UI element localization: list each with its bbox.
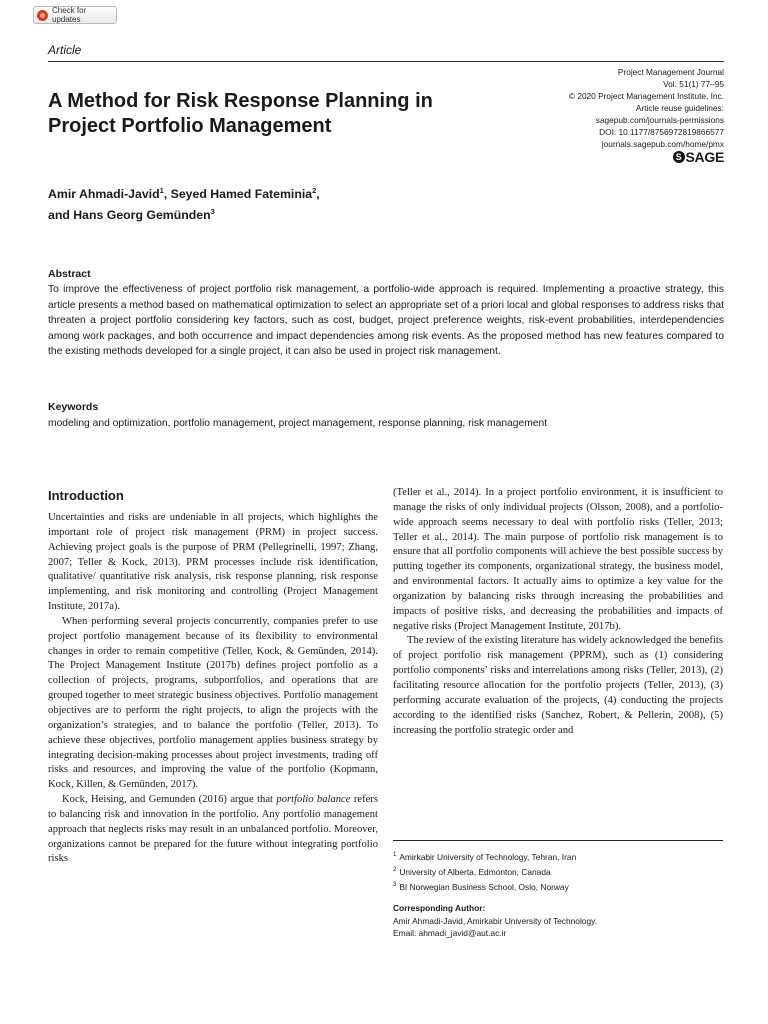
abstract-heading: Abstract bbox=[48, 268, 91, 280]
abstract-text: To improve the effectiveness of project portfolio risk management, a portfolio-wide approach is required. Implementing a proactive strategy, this article presents a method based on mathematical optimization to select an appropriate set of a priori local and global responses to address risks that threaten a project portfolio considering key factors, such as cost, budget, project preference weights, risk-event probabilities, interdependencies among work packages, and both occurrence and impact dependencies among risk events. As the proposed method has new features compared to the existing methods developed for a single project, it can also be used in project risk management. bbox=[48, 284, 724, 358]
body-text: refers to balancing risk and innovation in the portfolio. Any portfolio management approach that neglects risks may result in an unbalanced portfolio. Moreover, organizations cannot be prepared for the future without integrating portfolio risks bbox=[48, 794, 378, 865]
footnote-item bbox=[393, 864, 723, 879]
footnote-number: 2 bbox=[393, 866, 397, 873]
body-text: Kock, Heising, and Gemunden (2016) argue that bbox=[62, 794, 277, 806]
check-for-updates-badge[interactable] bbox=[33, 6, 117, 24]
author-name: and Hans Georg Gemünden bbox=[48, 208, 211, 223]
crossmark-icon bbox=[37, 10, 48, 21]
check-for-updates-label: Check for updates bbox=[52, 6, 87, 24]
footnote-number: 3 bbox=[393, 881, 397, 888]
emphasis-term: portfolio balance bbox=[276, 794, 351, 806]
body-paragraph: Uncertainties and risks are undeniable in all projects, which highlights the important role of project risk management (PRM) in project success. Achieving project goals is the purpose of PRM (Pellegrinelli, 1997; Zhang, 2007; Teller & Kock, 2013). PRM processes include risk identification, qualitative/ quantitative risk analysis, risk response planning, risk response implementing, and risk monitoring and controlling (Project Management Institute, 2017a). bbox=[48, 512, 378, 613]
journal-copyright: © 2020 Project Management Institute, Inc. bbox=[568, 91, 724, 101]
sage-icon: S bbox=[673, 151, 685, 163]
sage-logo bbox=[673, 149, 724, 165]
footnote-item bbox=[393, 849, 723, 864]
footnote-number: 1 bbox=[393, 852, 397, 858]
journal-volume: Vol. 51(1) 77–95 bbox=[663, 79, 724, 89]
body-paragraph: (Teller et al., 2014). In a project portfolio environment, it is insufficient to manage the risks of only individual projects (Olsson, 2008), and a portfolio-wide approach seems necessary to deal with portfolio risks (Teller, 2013; Teller et al., 2014). The main purpose of portfolio risk management is to ensure that all portfolio components will achieve the best possible success by putting together its components, organizational strategy, the business model, and environmental factors. It actually aims to optimize a key value for the organization by balancing risks through increasing the probabilities and impacts of positive risks, and decreasing the probabilities and impacts of negative risks (Project Management Institute, 2017b). bbox=[393, 487, 723, 632]
doi-link[interactable]: DOI: 10.1177/8756972819866577 bbox=[599, 127, 724, 137]
journal-meta bbox=[484, 66, 724, 150]
header-rule bbox=[48, 61, 724, 62]
author-list bbox=[48, 182, 468, 224]
permissions-link[interactable]: sagepub.com/journals-permissions bbox=[595, 115, 724, 125]
footnote-text: University of Alberta, Edmonton, Canada bbox=[399, 866, 551, 877]
introduction-heading: Introduction bbox=[48, 488, 124, 503]
article-type-label: Article bbox=[48, 43, 82, 57]
corresponding-author bbox=[393, 902, 723, 940]
keywords-text: modeling and optimization, portfolio management, project management, response planning, risk management bbox=[48, 418, 548, 429]
right-column bbox=[393, 486, 723, 738]
paper-title: A Method for Risk Response Planning in Project Portfolio Management bbox=[48, 90, 433, 137]
corresponding-author-email[interactable]: Email: ahmadi_javid@aut.ac.ir bbox=[393, 928, 507, 938]
author-affiliation-mark: 3 bbox=[210, 207, 215, 217]
keywords-heading: Keywords bbox=[48, 401, 99, 413]
author-affiliation-mark: 1 bbox=[159, 186, 164, 195]
footnote-rule bbox=[393, 840, 723, 841]
body-paragraph: When performing several projects concurrently, companies prefer to use project portfolio management because of its flexibility to environmental changes in order to remain competitive (Teller, Kock, & Gemünden, 2014). The Project Management Institute (2017b) defines project portfolio as a collection of projects, programs, subportfolios, and operations that are grouped together to meet strategic business objectives. Portfolio management objectives are to perform the right projects, to align the projects with the organization’s strategies, and to balance the portfolio (Teller, 2013). To achieve these objectives, portfolio management applies business strategy by integrating decision-making processes about project investments, trading off risks and resources, and improving the value of the portfolio (Kopmann, Kock, Killen, & Gemünden, 2017). bbox=[48, 615, 378, 791]
author-name: Amir Ahmadi-Javid bbox=[48, 187, 160, 202]
footnote-text: Amirkabir University of Technology, Tehran, Iran bbox=[399, 851, 577, 862]
body-paragraph bbox=[48, 793, 378, 867]
author-separator: , bbox=[163, 187, 171, 202]
affiliation-footnotes bbox=[393, 849, 723, 893]
reuse-guidelines-label: Article reuse guidelines: bbox=[635, 103, 724, 113]
corresponding-author-heading: Corresponding Author: bbox=[393, 903, 486, 913]
journal-name: Project Management Journal bbox=[617, 67, 724, 77]
footnote-text: BI Norwegian Business School, Oslo, Norway bbox=[399, 881, 569, 892]
author-name: Seyed Hamed Fateminia bbox=[170, 187, 313, 202]
author-separator: , bbox=[316, 187, 320, 202]
corresponding-author-affiliation: Amir Ahmadi-Javid, Amirkabir University of Technology. bbox=[393, 915, 598, 926]
left-column bbox=[48, 511, 378, 867]
body-paragraph: The review of the existing literature has widely acknowledged the benefits of project portfolio risk management (PPRM), such as (1) considering portfolio components’ risks and interrelations among risks (Teller, 2013), (2) facilitating resource allocation for the portfolio projects (Teller, 2013), (3) performing accurate evaluation of the projects, (4) conducting the projects according to the identified risks (Sanchez, Robert, & Pellerin, 2008), (5) increasing the portfolio strategic order and bbox=[393, 635, 723, 736]
publisher-name: SAGE bbox=[685, 149, 724, 165]
author-affiliation-mark: 2 bbox=[312, 186, 317, 195]
footnote-item bbox=[393, 879, 723, 894]
journal-home-link[interactable]: journals.sagepub.com/home/pmx bbox=[601, 139, 724, 149]
